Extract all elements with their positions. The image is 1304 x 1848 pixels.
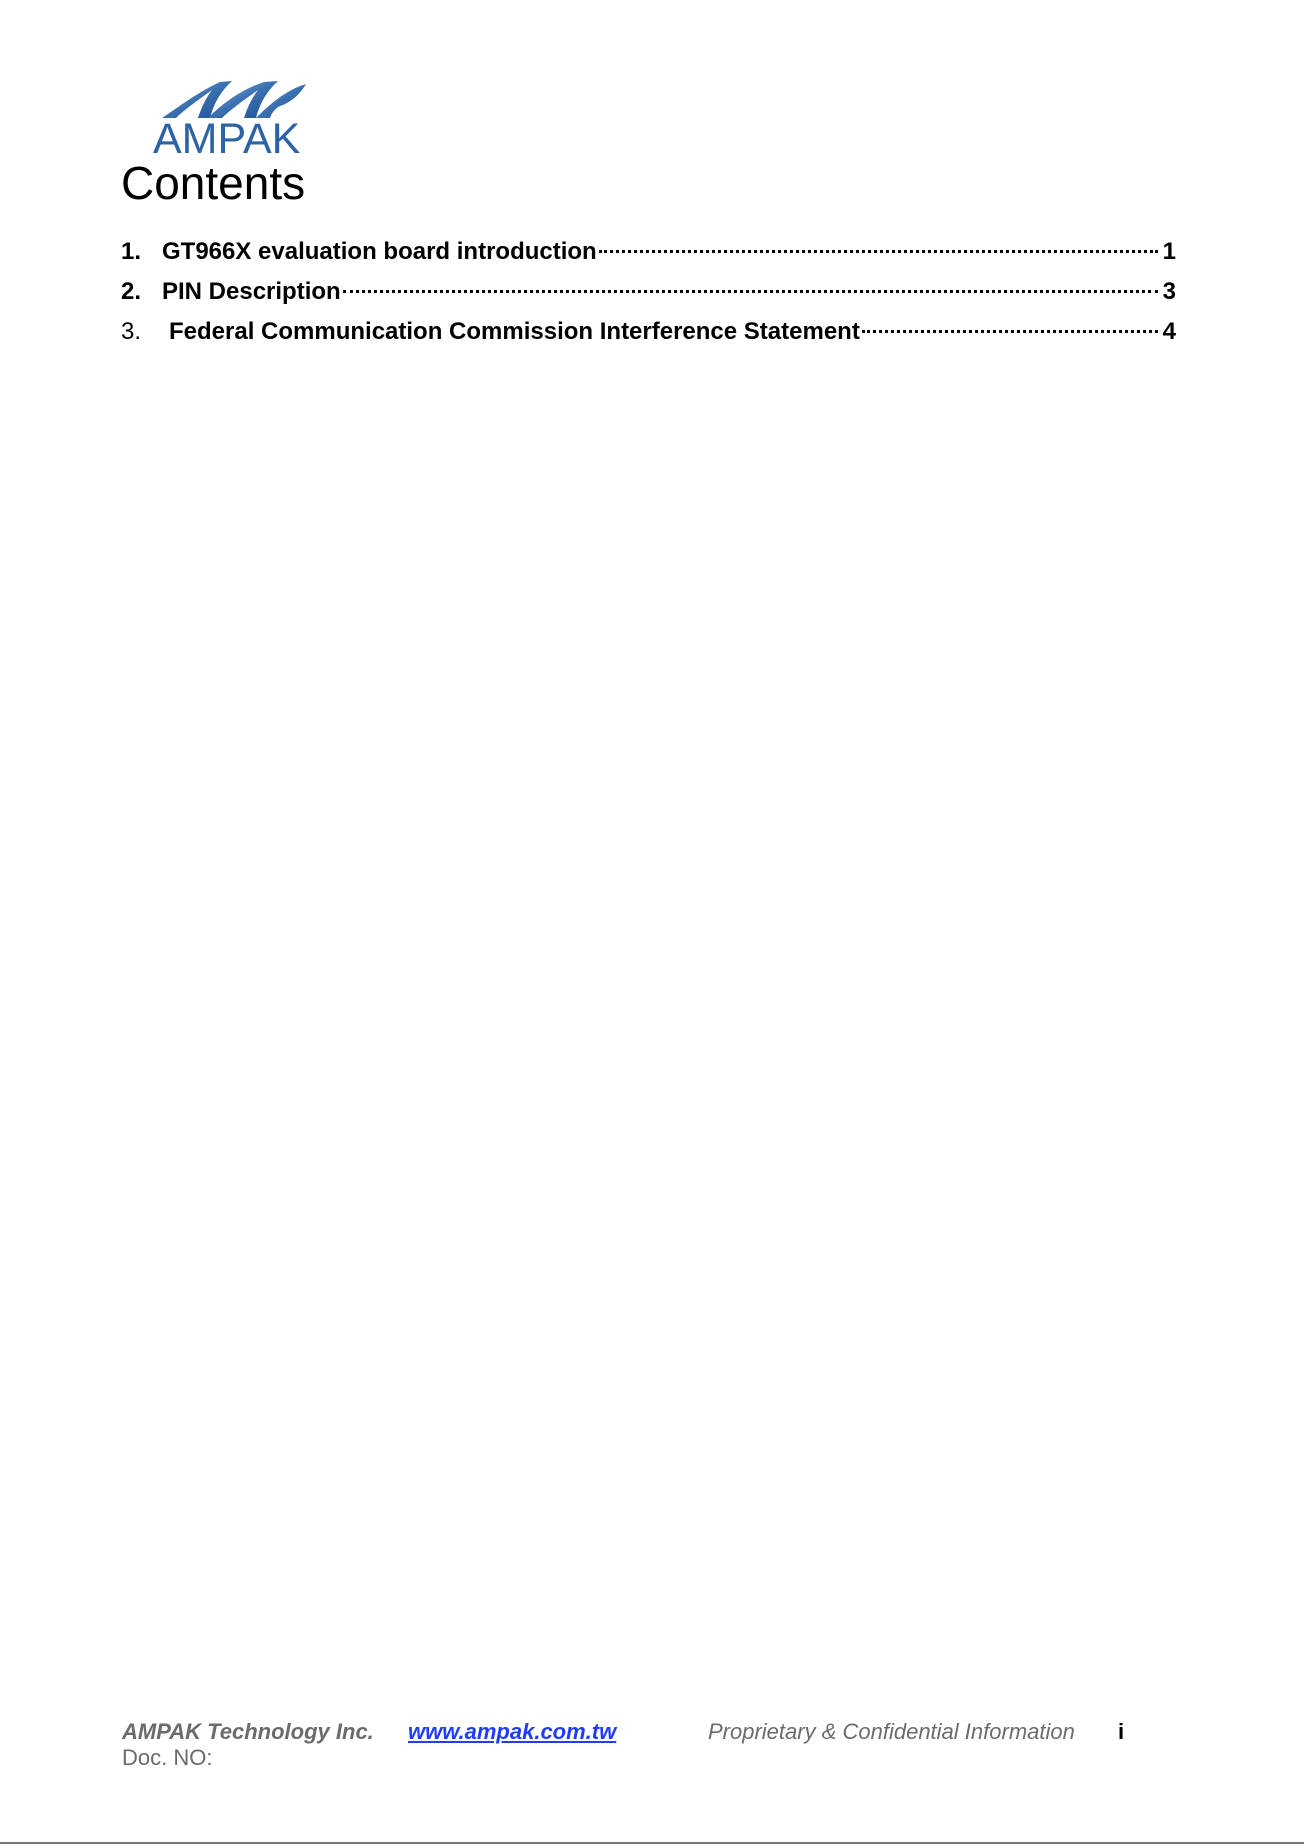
toc-page-number: 1 [1162, 238, 1176, 265]
toc-page-number: 3 [1162, 278, 1176, 305]
toc-title: GT966X evaluation board introduction [162, 238, 597, 265]
footer-page-number: i [1118, 1719, 1125, 1744]
footer-website-link[interactable]: www.ampak.com.tw [408, 1719, 617, 1744]
toc-dot-leader [862, 306, 1158, 333]
toc-number: 3. [121, 318, 142, 345]
page-title: Contents [121, 157, 306, 209]
toc-number: 1. [121, 238, 142, 265]
toc-number: 2. [121, 278, 142, 305]
toc-page-number: 4 [1162, 318, 1176, 345]
footer-company-name: AMPAK Technology Inc. [122, 1719, 374, 1744]
toc-entry-3[interactable] [121, 312, 1176, 352]
footer-confidential-notice: Proprietary & Confidential Information [708, 1719, 1075, 1744]
toc-title: Federal Communication Commission Interference Statement [169, 318, 860, 345]
toc-title: PIN Description [162, 278, 341, 305]
page-bottom-border [0, 1842, 1304, 1844]
footer-doc-number: Doc. NO: [122, 1745, 213, 1770]
logo-wordmark: AMPAK [153, 115, 301, 163]
company-logo [150, 78, 320, 163]
toc-dot-leader [599, 226, 1158, 253]
table-of-contents [121, 232, 1176, 352]
page-footer [122, 1719, 1125, 1770]
ampak-wing-logo-icon [160, 78, 310, 120]
toc-dot-leader [343, 266, 1158, 293]
